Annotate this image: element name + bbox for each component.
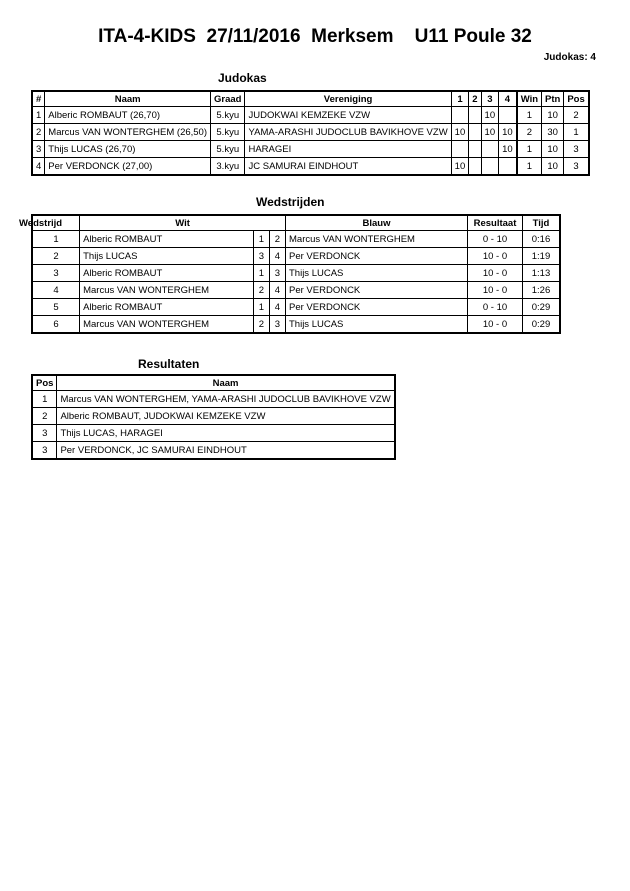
- wedstrijd-tijd: 1:19: [523, 248, 561, 265]
- wedstrijd-resultaat: 10 - 0: [468, 248, 523, 265]
- wedstrijd-tijd: 1:26: [523, 282, 561, 299]
- wedstrijd-blauw: Per VERDONCK: [286, 282, 468, 299]
- col-wedstrijd: Wedstrijd: [32, 215, 80, 231]
- col-2: 2: [469, 91, 481, 107]
- wedstrijd-wit: Marcus VAN WONTERGHEM: [80, 282, 254, 299]
- judoka-row: [32, 141, 589, 158]
- wedstrijd-tijd: 0:16: [523, 231, 561, 248]
- judoka-row: [32, 158, 589, 176]
- wedstrijd-row: [32, 231, 560, 248]
- judoka-score-3: [481, 158, 499, 176]
- resultaten-table: [31, 374, 396, 460]
- wedstrijd-nr: 3: [32, 265, 80, 282]
- wedstrijd-wit-nr: 3: [253, 248, 269, 265]
- judoka-score-2: [469, 141, 481, 158]
- judokas-table: [31, 90, 590, 176]
- wedstrijd-wit-nr: 2: [253, 282, 269, 299]
- wedstrijd-wit: Alberic ROMBAUT: [80, 265, 254, 282]
- judoka-naam: Alberic ROMBAUT (26,70): [45, 107, 211, 124]
- judokas-header-row: [32, 91, 589, 107]
- judoka-nr: 4: [32, 158, 45, 176]
- judoka-ptn: 10: [542, 158, 564, 176]
- wedstrijd-resultaat: 10 - 0: [468, 316, 523, 334]
- wedstrijd-wit: Alberic ROMBAUT: [80, 231, 254, 248]
- wedstrijd-nr: 5: [32, 299, 80, 316]
- judoka-score-1: 10: [451, 124, 469, 141]
- wedstrijd-row: [32, 265, 560, 282]
- judoka-ptn: 10: [542, 107, 564, 124]
- resultaat-row: [32, 408, 395, 425]
- resultaat-naam: Per VERDONCK, JC SAMURAI EINDHOUT: [57, 442, 395, 460]
- wedstrijd-wit: Alberic ROMBAUT: [80, 299, 254, 316]
- col-3: 3: [481, 91, 499, 107]
- judoka-naam: Per VERDONCK (27,00): [45, 158, 211, 176]
- judoka-score-1: [451, 141, 469, 158]
- col-pos: Pos: [32, 375, 57, 391]
- wedstrijd-blauw-nr: 4: [269, 299, 285, 316]
- wedstrijd-wit-nr: 1: [253, 265, 269, 282]
- judoka-pos: 1: [564, 124, 589, 141]
- wedstrijd-blauw-nr: 2: [269, 231, 285, 248]
- judoka-score-1: 10: [451, 158, 469, 176]
- wedstrijd-blauw: Thijs LUCAS: [286, 316, 468, 334]
- wedstrijd-nr: 4: [32, 282, 80, 299]
- col-4: 4: [499, 91, 517, 107]
- wedstrijd-blauw-nr: 3: [269, 316, 285, 334]
- wedstrijd-blauw-nr: 4: [269, 248, 285, 265]
- wedstrijd-row: [32, 299, 560, 316]
- resultaat-pos: 2: [32, 408, 57, 425]
- judoka-win: 1: [517, 158, 542, 176]
- col-1: 1: [451, 91, 469, 107]
- wedstrijd-nr: 6: [32, 316, 80, 334]
- resultaat-naam: Marcus VAN WONTERGHEM, YAMA-ARASHI JUDOCLUB BAVIKHOVE VZW: [57, 391, 395, 408]
- judoka-score-2: [469, 124, 481, 141]
- section-title-resultaten: Resultaten: [138, 357, 200, 371]
- wedstrijd-blauw-nr: 3: [269, 265, 285, 282]
- judoka-score-4: 10: [499, 141, 517, 158]
- col-naam: Naam: [57, 375, 395, 391]
- col-win: Win: [517, 91, 542, 107]
- wedstrijd-wit: Thijs LUCAS: [80, 248, 254, 265]
- judoka-vereniging: HARAGEI: [245, 141, 451, 158]
- col-naam: Naam: [45, 91, 211, 107]
- resultaat-pos: 3: [32, 425, 57, 442]
- wedstrijd-wit-nr: 2: [253, 316, 269, 334]
- judoka-vereniging: YAMA-ARASHI JUDOCLUB BAVIKHOVE VZW: [245, 124, 451, 141]
- wedstrijd-nr: 2: [32, 248, 80, 265]
- resultaten-header-row: [32, 375, 395, 391]
- wedstrijd-tijd: 0:29: [523, 299, 561, 316]
- col-blauw: Blauw: [286, 215, 468, 231]
- judoka-score-3: [481, 141, 499, 158]
- resultaat-pos: 1: [32, 391, 57, 408]
- wedstrijd-resultaat: 10 - 0: [468, 265, 523, 282]
- wedstrijd-wit-nr: 1: [253, 299, 269, 316]
- judoka-score-4: 10: [499, 124, 517, 141]
- col-graad: Graad: [211, 91, 245, 107]
- judoka-graad: 5.kyu: [211, 124, 245, 141]
- wedstrijd-resultaat: 0 - 10: [468, 299, 523, 316]
- judoka-score-2: [469, 107, 481, 124]
- col-resultaat: Resultaat: [468, 215, 523, 231]
- page-title: ITA-4-KIDS 27/11/2016 Merksem U11 Poule 32: [98, 26, 532, 47]
- judoka-vereniging: JC SAMURAI EINDHOUT: [245, 158, 451, 176]
- resultaat-row: [32, 391, 395, 408]
- wedstrijd-wit-nr: 1: [253, 231, 269, 248]
- wedstrijden-header-row: [32, 215, 560, 231]
- wedstrijd-tijd: 1:13: [523, 265, 561, 282]
- resultaat-naam: Thijs LUCAS, HARAGEI: [57, 425, 395, 442]
- judoka-naam: Marcus VAN WONTERGHEM (26,50): [45, 124, 211, 141]
- wedstrijd-row: [32, 248, 560, 265]
- judoka-row: [32, 124, 589, 141]
- wedstrijd-resultaat: 0 - 10: [468, 231, 523, 248]
- judokas-count: Judokas: 4: [543, 52, 596, 63]
- wedstrijden-table: [19, 214, 561, 334]
- judoka-graad: 5.kyu: [211, 107, 245, 124]
- judoka-win: 1: [517, 107, 542, 124]
- judoka-score-2: [469, 158, 481, 176]
- wedstrijd-blauw: Thijs LUCAS: [286, 265, 468, 282]
- judoka-score-3: 10: [481, 124, 499, 141]
- judoka-win: 1: [517, 141, 542, 158]
- judoka-pos: 2: [564, 107, 589, 124]
- col-wit: Wit: [80, 215, 286, 231]
- judoka-score-3: 10: [481, 107, 499, 124]
- wedstrijd-tijd: 0:29: [523, 316, 561, 334]
- judoka-pos: 3: [564, 158, 589, 176]
- col-tijd: Tijd: [523, 215, 561, 231]
- wedstrijd-blauw-nr: 4: [269, 282, 285, 299]
- wedstrijd-nr: 1: [32, 231, 80, 248]
- wedstrijd-blauw: Per VERDONCK: [286, 299, 468, 316]
- resultaat-row: [32, 425, 395, 442]
- resultaat-pos: 3: [32, 442, 57, 460]
- wedstrijd-wit: Marcus VAN WONTERGHEM: [80, 316, 254, 334]
- judoka-nr: 1: [32, 107, 45, 124]
- judoka-vereniging: JUDOKWAI KEMZEKE VZW: [245, 107, 451, 124]
- judoka-pos: 3: [564, 141, 589, 158]
- judoka-ptn: 30: [542, 124, 564, 141]
- section-title-wedstrijden: Wedstrijden: [256, 195, 325, 209]
- wedstrijd-resultaat: 10 - 0: [468, 282, 523, 299]
- section-title-judokas: Judokas: [218, 71, 267, 85]
- judoka-row: [32, 107, 589, 124]
- judoka-nr: 2: [32, 124, 45, 141]
- resultaat-naam: Alberic ROMBAUT, JUDOKWAI KEMZEKE VZW: [57, 408, 395, 425]
- resultaat-row: [32, 442, 395, 460]
- col-pos: Pos: [564, 91, 589, 107]
- judoka-naam: Thijs LUCAS (26,70): [45, 141, 211, 158]
- judoka-graad: 5.kyu: [211, 141, 245, 158]
- wedstrijd-blauw: Marcus VAN WONTERGHEM: [286, 231, 468, 248]
- judoka-score-4: [499, 158, 517, 176]
- col-ptn: Ptn: [542, 91, 564, 107]
- col-nr: #: [32, 91, 45, 107]
- judoka-ptn: 10: [542, 141, 564, 158]
- judoka-score-4: [499, 107, 517, 124]
- judoka-nr: 3: [32, 141, 45, 158]
- wedstrijd-row: [32, 282, 560, 299]
- wedstrijd-row: [32, 316, 560, 334]
- judoka-score-1: [451, 107, 469, 124]
- wedstrijd-blauw: Per VERDONCK: [286, 248, 468, 265]
- judoka-graad: 3.kyu: [211, 158, 245, 176]
- col-vereniging: Vereniging: [245, 91, 451, 107]
- judoka-win: 2: [517, 124, 542, 141]
